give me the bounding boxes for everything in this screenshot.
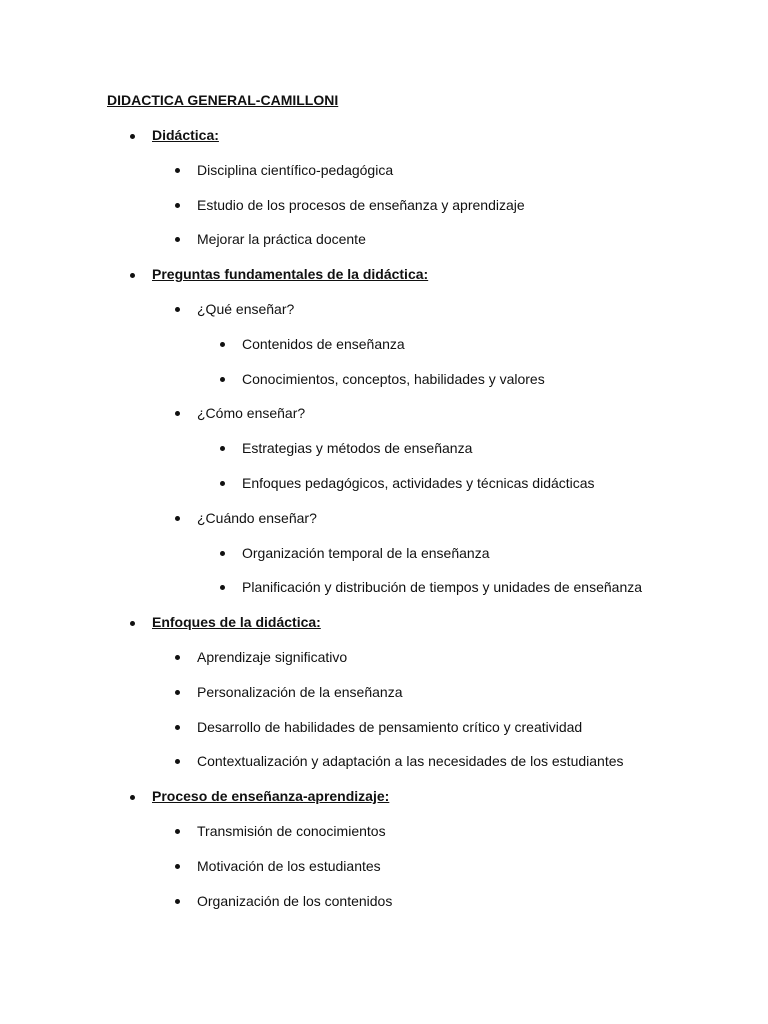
list-item-text: Organización de los contenidos: [197, 892, 393, 909]
list-item-text: Desarrollo de habilidades de pensamiento crítico y creatividad: [197, 718, 583, 735]
list-item: [197, 892, 392, 910]
sub-list-item: [242, 370, 545, 388]
list-item-text: Disciplina científico-pedagógica: [197, 161, 394, 178]
document-title: DIDACTICA GENERAL-CAMILLONI: [107, 92, 339, 108]
bullet-icon: [175, 516, 180, 521]
bullet-icon: [175, 307, 180, 312]
bullet-icon: [130, 621, 135, 626]
bullet-icon: [175, 829, 180, 834]
bullet-icon: [175, 655, 180, 660]
bullet-icon: [220, 377, 225, 382]
list-item: [197, 683, 402, 701]
section-heading: [152, 613, 321, 631]
list-item-text: Contextualización y adaptación a las necesidades de los estudiantes: [197, 753, 624, 770]
sub-list-item: [242, 474, 595, 492]
sub-list-item-text: Conocimientos, conceptos, habilidades y valores: [242, 370, 545, 387]
sub-list-item-text: Contenidos de enseñanza: [242, 335, 405, 352]
bullet-icon: [130, 795, 135, 800]
bullet-icon: [175, 759, 180, 764]
list-item: [197, 718, 582, 736]
list-item: [197, 230, 366, 248]
list-item: [197, 648, 347, 666]
bullet-icon: [175, 899, 180, 904]
list-item-text: ¿Cuándo enseñar?: [197, 509, 317, 526]
sub-list-item: [242, 439, 472, 457]
list-item: [197, 509, 317, 527]
sub-list-item-text: Estrategias y métodos de enseñanza: [242, 440, 473, 457]
bullet-icon: [220, 551, 225, 556]
section-heading: [152, 265, 428, 283]
section-heading-text: Didáctica:: [152, 127, 219, 143]
bullet-icon: [175, 690, 180, 695]
list-item: [197, 196, 525, 214]
sub-list-item-text: Planificación y distribución de tiempos y unidades de enseñanza: [242, 579, 643, 596]
list-item-text: Personalización de la enseñanza: [197, 683, 403, 700]
sub-list-item-text: Enfoques pedagógicos, actividades y técnicas didácticas: [242, 475, 595, 491]
sub-list-item: [242, 544, 490, 562]
list-item: [197, 752, 624, 770]
section-heading: [152, 126, 219, 144]
bullet-icon: [130, 273, 135, 278]
list-item: [197, 161, 393, 179]
list-item-text: ¿Qué enseñar?: [197, 301, 295, 317]
sub-list-item: [242, 335, 405, 353]
list-item: [197, 300, 294, 318]
bullet-icon: [175, 864, 180, 869]
section-heading-text: Preguntas fundamentales de la didáctica:: [152, 266, 429, 283]
list-item-text: Transmisión de conocimientos: [197, 823, 386, 839]
bullet-icon: [175, 237, 180, 242]
list-item: [197, 822, 386, 840]
bullet-icon: [220, 585, 225, 590]
bullet-icon: [175, 725, 180, 730]
list-item: [197, 404, 305, 422]
sub-list-item: [242, 578, 642, 596]
list-item: [197, 857, 381, 875]
bullet-icon: [175, 203, 180, 208]
bullet-icon: [175, 168, 180, 173]
list-item-text: Mejorar la práctica docente: [197, 231, 366, 248]
list-item-text: Estudio de los procesos de enseñanza y aprendizaje: [197, 196, 525, 213]
list-item-text: ¿Cómo enseñar?: [197, 405, 306, 422]
section-heading-text: Proceso de enseñanza-aprendizaje:: [152, 788, 390, 805]
list-item-text: Motivación de los estudiantes: [197, 857, 381, 874]
sub-list-item-text: Organización temporal de la enseñanza: [242, 544, 490, 561]
section-heading-text: Enfoques de la didáctica:: [152, 614, 321, 631]
bullet-icon: [130, 134, 135, 139]
bullet-icon: [220, 342, 225, 347]
bullet-icon: [220, 481, 225, 486]
section-heading: [152, 787, 389, 805]
bullet-icon: [175, 411, 180, 416]
list-item-text: Aprendizaje significativo: [197, 649, 348, 665]
bullet-icon: [220, 446, 225, 451]
